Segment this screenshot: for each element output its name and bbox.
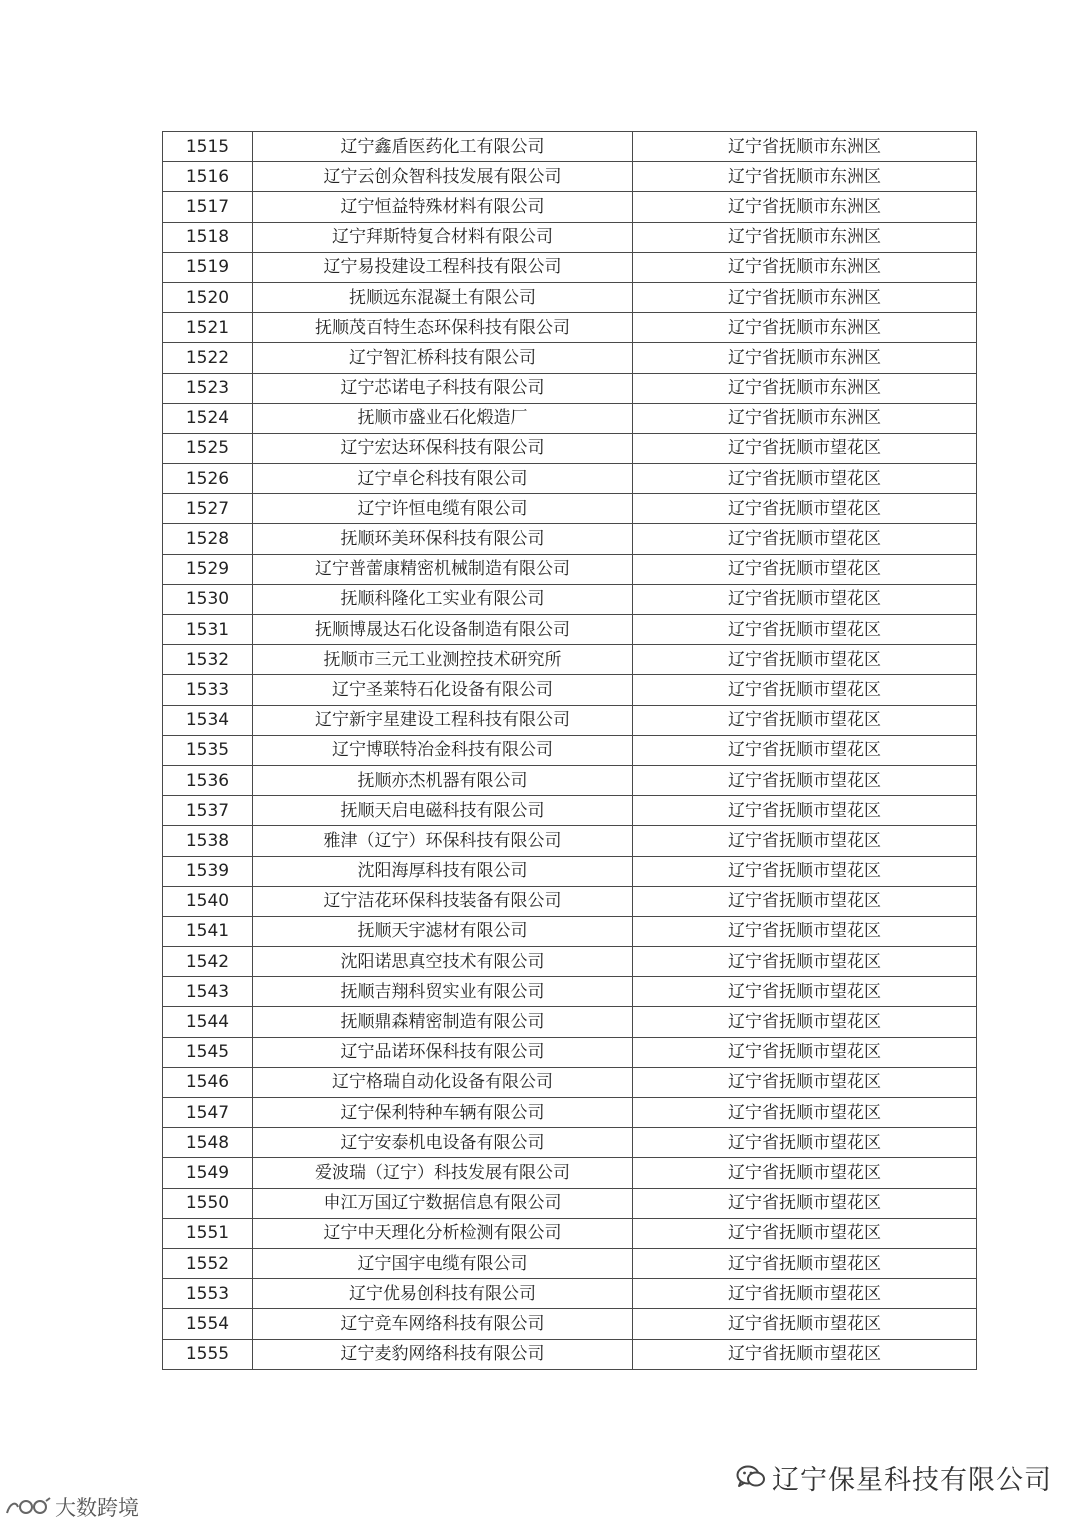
company-name-cell: 抚顺远东混凝土有限公司	[253, 282, 633, 312]
location-cell: 辽宁省抚顺市望花区	[633, 886, 977, 916]
location-cell: 辽宁省抚顺市望花区	[633, 584, 977, 614]
row-number-cell: 1527	[163, 494, 253, 524]
location-cell: 辽宁省抚顺市东洲区	[633, 252, 977, 282]
table-row	[163, 1279, 977, 1309]
location-cell: 辽宁省抚顺市望花区	[633, 1098, 977, 1128]
company-name-cell: 抚顺市三元工业测控技术研究所	[253, 645, 633, 675]
row-number-cell: 1555	[163, 1339, 253, 1369]
location-cell: 辽宁省抚顺市望花区	[633, 433, 977, 463]
company-name-cell: 辽宁新宇星建设工程科技有限公司	[253, 705, 633, 735]
location-cell: 辽宁省抚顺市望花区	[633, 464, 977, 494]
company-name-cell: 抚顺环美环保科技有限公司	[253, 524, 633, 554]
location-cell: 辽宁省抚顺市东洲区	[633, 132, 977, 162]
location-cell: 辽宁省抚顺市望花区	[633, 856, 977, 886]
location-cell: 辽宁省抚顺市望花区	[633, 1339, 977, 1369]
location-cell: 辽宁省抚顺市东洲区	[633, 373, 977, 403]
table-row	[163, 1188, 977, 1218]
company-name-cell: 辽宁卓仑科技有限公司	[253, 464, 633, 494]
company-name-cell: 辽宁芯诺电子科技有限公司	[253, 373, 633, 403]
location-cell: 辽宁省抚顺市望花区	[633, 1067, 977, 1097]
table-row	[163, 1098, 977, 1128]
row-number-cell: 1532	[163, 645, 253, 675]
table-row	[163, 1158, 977, 1188]
row-number-cell: 1517	[163, 192, 253, 222]
table-row	[163, 645, 977, 675]
location-cell: 辽宁省抚顺市望花区	[633, 615, 977, 645]
row-number-cell: 1545	[163, 1037, 253, 1067]
table-row	[163, 464, 977, 494]
company-name-cell: 辽宁洁花环保科技装备有限公司	[253, 886, 633, 916]
row-number-cell: 1519	[163, 252, 253, 282]
table-row	[163, 313, 977, 343]
location-cell: 辽宁省抚顺市望花区	[633, 524, 977, 554]
row-number-cell: 1554	[163, 1309, 253, 1339]
row-number-cell: 1551	[163, 1218, 253, 1248]
location-cell: 辽宁省抚顺市望花区	[633, 765, 977, 795]
row-number-cell: 1530	[163, 584, 253, 614]
location-cell: 辽宁省抚顺市望花区	[633, 796, 977, 826]
company-name-cell: 抚顺科隆化工实业有限公司	[253, 584, 633, 614]
location-cell: 辽宁省抚顺市望花区	[633, 1188, 977, 1218]
row-number-cell: 1546	[163, 1067, 253, 1097]
row-number-cell: 1548	[163, 1128, 253, 1158]
table-row	[163, 615, 977, 645]
location-cell: 辽宁省抚顺市望花区	[633, 705, 977, 735]
table-row	[163, 1218, 977, 1248]
row-number-cell: 1522	[163, 343, 253, 373]
company-name-cell: 辽宁云创众智科技发展有限公司	[253, 162, 633, 192]
table-row	[163, 1007, 977, 1037]
wechat-watermark	[736, 1457, 1052, 1497]
row-number-cell: 1526	[163, 464, 253, 494]
company-name-cell: 辽宁麦豹网络科技有限公司	[253, 1339, 633, 1369]
location-cell: 辽宁省抚顺市东洲区	[633, 282, 977, 312]
company-name-cell: 辽宁中天理化分析检测有限公司	[253, 1218, 633, 1248]
table-row	[163, 856, 977, 886]
location-cell: 辽宁省抚顺市望花区	[633, 1007, 977, 1037]
row-number-cell: 1553	[163, 1279, 253, 1309]
location-cell: 辽宁省抚顺市望花区	[633, 1218, 977, 1248]
table-row	[163, 796, 977, 826]
row-number-cell: 1537	[163, 796, 253, 826]
row-number-cell: 1531	[163, 615, 253, 645]
row-number-cell: 1539	[163, 856, 253, 886]
row-number-cell: 1535	[163, 735, 253, 765]
location-cell: 辽宁省抚顺市望花区	[633, 947, 977, 977]
brand-watermark	[4, 1490, 139, 1524]
row-number-cell: 1534	[163, 705, 253, 735]
row-number-cell: 1542	[163, 947, 253, 977]
table-row	[163, 826, 977, 856]
company-name-cell: 辽宁圣莱特石化设备有限公司	[253, 675, 633, 705]
table-row	[163, 162, 977, 192]
table-row	[163, 373, 977, 403]
company-name-cell: 抚顺市盛业石化煅造厂	[253, 403, 633, 433]
location-cell: 辽宁省抚顺市望花区	[633, 1128, 977, 1158]
row-number-cell: 1552	[163, 1248, 253, 1278]
row-number-cell: 1523	[163, 373, 253, 403]
row-number-cell: 1540	[163, 886, 253, 916]
company-name-cell: 抚顺天启电磁科技有限公司	[253, 796, 633, 826]
table-row	[163, 433, 977, 463]
row-number-cell: 1520	[163, 282, 253, 312]
table-row	[163, 282, 977, 312]
company-name-cell: 沈阳海厚科技有限公司	[253, 856, 633, 886]
company-name-cell: 爱波瑞（辽宁）科技发展有限公司	[253, 1158, 633, 1188]
row-number-cell: 1538	[163, 826, 253, 856]
row-number-cell: 1550	[163, 1188, 253, 1218]
company-list-table	[162, 131, 977, 1370]
location-cell: 辽宁省抚顺市东洲区	[633, 343, 977, 373]
company-name-cell: 抚顺吉翔科贸实业有限公司	[253, 977, 633, 1007]
table-row	[163, 192, 977, 222]
table-row	[163, 705, 977, 735]
location-cell: 辽宁省抚顺市望花区	[633, 675, 977, 705]
table-row	[163, 494, 977, 524]
table-row	[163, 222, 977, 252]
table-row	[163, 916, 977, 946]
location-cell: 辽宁省抚顺市东洲区	[633, 313, 977, 343]
company-name-cell: 沈阳诺思真空技术有限公司	[253, 947, 633, 977]
table-row	[163, 886, 977, 916]
location-cell: 辽宁省抚顺市望花区	[633, 1309, 977, 1339]
company-name-cell: 辽宁宏达环保科技有限公司	[253, 433, 633, 463]
company-name-cell: 辽宁国宇电缆有限公司	[253, 1248, 633, 1278]
table-row	[163, 554, 977, 584]
company-name-cell: 辽宁格瑞自动化设备有限公司	[253, 1067, 633, 1097]
row-number-cell: 1543	[163, 977, 253, 1007]
company-name-cell: 辽宁普蕾康精密机械制造有限公司	[253, 554, 633, 584]
table-row	[163, 1128, 977, 1158]
row-number-cell: 1549	[163, 1158, 253, 1188]
wechat-icon	[736, 1464, 766, 1490]
row-number-cell: 1525	[163, 433, 253, 463]
table-body	[163, 132, 977, 1370]
location-cell: 辽宁省抚顺市望花区	[633, 916, 977, 946]
row-number-cell: 1524	[163, 403, 253, 433]
row-number-cell: 1529	[163, 554, 253, 584]
location-cell: 辽宁省抚顺市望花区	[633, 554, 977, 584]
table-row	[163, 1067, 977, 1097]
company-name-cell: 申江万国辽宁数据信息有限公司	[253, 1188, 633, 1218]
table-row	[163, 524, 977, 554]
location-cell: 辽宁省抚顺市东洲区	[633, 162, 977, 192]
location-cell: 辽宁省抚顺市望花区	[633, 1248, 977, 1278]
row-number-cell: 1528	[163, 524, 253, 554]
table-row	[163, 735, 977, 765]
company-name-cell: 辽宁拜斯特复合材料有限公司	[253, 222, 633, 252]
company-name-cell: 辽宁品诺环保科技有限公司	[253, 1037, 633, 1067]
location-cell: 辽宁省抚顺市望花区	[633, 645, 977, 675]
location-cell: 辽宁省抚顺市东洲区	[633, 192, 977, 222]
location-cell: 辽宁省抚顺市望花区	[633, 826, 977, 856]
table-row	[163, 252, 977, 282]
company-name-cell: 抚顺茂百特生态环保科技有限公司	[253, 313, 633, 343]
row-number-cell: 1541	[163, 916, 253, 946]
company-name-cell: 辽宁智汇桥科技有限公司	[253, 343, 633, 373]
table-row	[163, 947, 977, 977]
company-name-cell: 辽宁优易创科技有限公司	[253, 1279, 633, 1309]
location-cell: 辽宁省抚顺市望花区	[633, 1037, 977, 1067]
company-name-cell: 抚顺博晟达石化设备制造有限公司	[253, 615, 633, 645]
location-cell: 辽宁省抚顺市望花区	[633, 1279, 977, 1309]
brand-text: 大数跨境	[55, 1496, 139, 1520]
row-number-cell: 1536	[163, 765, 253, 795]
row-number-cell: 1544	[163, 1007, 253, 1037]
company-name-cell: 辽宁竞车网络科技有限公司	[253, 1309, 633, 1339]
table-row	[163, 1037, 977, 1067]
table-row	[163, 1248, 977, 1278]
brand-logo-icon	[4, 1495, 52, 1519]
table-row	[163, 675, 977, 705]
company-name-cell: 辽宁易投建设工程科技有限公司	[253, 252, 633, 282]
location-cell: 辽宁省抚顺市望花区	[633, 1158, 977, 1188]
company-name-cell: 辽宁博联特冶金科技有限公司	[253, 735, 633, 765]
row-number-cell: 1533	[163, 675, 253, 705]
company-name-cell: 辽宁保利特种车辆有限公司	[253, 1098, 633, 1128]
company-name-cell: 辽宁安泰机电设备有限公司	[253, 1128, 633, 1158]
location-cell: 辽宁省抚顺市望花区	[633, 735, 977, 765]
table-row	[163, 132, 977, 162]
table-row	[163, 584, 977, 614]
table-row	[163, 1309, 977, 1339]
company-name-cell: 辽宁恒益特殊材料有限公司	[253, 192, 633, 222]
table-row	[163, 765, 977, 795]
table-row	[163, 1339, 977, 1369]
table-row	[163, 343, 977, 373]
company-name-cell: 抚顺天宇滤材有限公司	[253, 916, 633, 946]
table-row	[163, 977, 977, 1007]
location-cell: 辽宁省抚顺市望花区	[633, 494, 977, 524]
location-cell: 辽宁省抚顺市东洲区	[633, 222, 977, 252]
watermark-text: 辽宁保星科技有限公司	[772, 1464, 1052, 1496]
row-number-cell: 1516	[163, 162, 253, 192]
location-cell: 辽宁省抚顺市东洲区	[633, 403, 977, 433]
company-name-cell: 抚顺鼎森精密制造有限公司	[253, 1007, 633, 1037]
row-number-cell: 1518	[163, 222, 253, 252]
company-name-cell: 辽宁鑫盾医药化工有限公司	[253, 132, 633, 162]
company-name-cell: 辽宁许恒电缆有限公司	[253, 494, 633, 524]
location-cell: 辽宁省抚顺市望花区	[633, 977, 977, 1007]
company-name-cell: 抚顺亦杰机器有限公司	[253, 765, 633, 795]
row-number-cell: 1547	[163, 1098, 253, 1128]
company-name-cell: 雅津（辽宁）环保科技有限公司	[253, 826, 633, 856]
row-number-cell: 1515	[163, 132, 253, 162]
table-row	[163, 403, 977, 433]
row-number-cell: 1521	[163, 313, 253, 343]
